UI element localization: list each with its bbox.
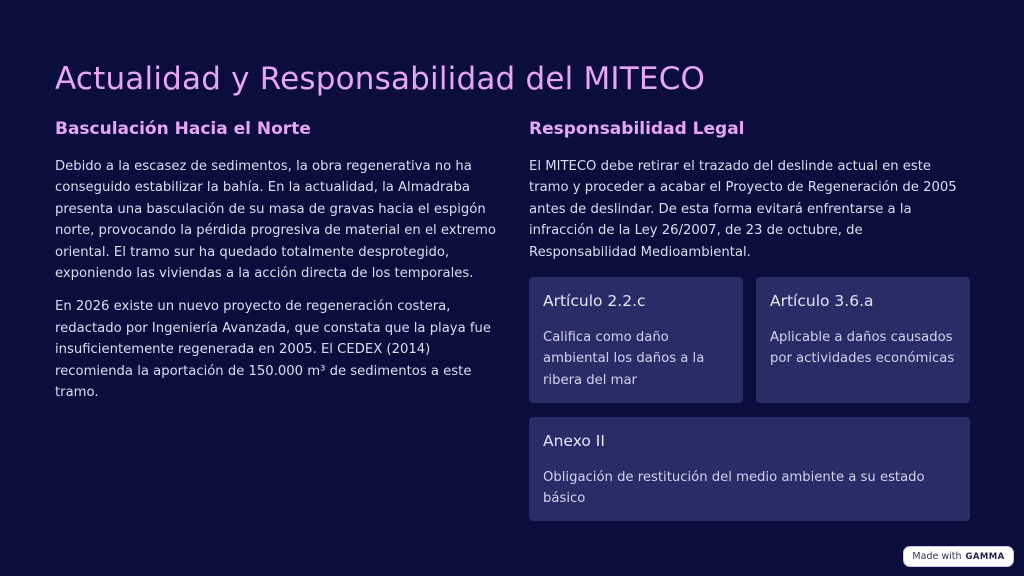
card-title: Artículo 3.6.a [770,292,874,310]
gamma-logo: GAMMA [965,551,1005,562]
card-articulo-3-6-a [756,277,970,403]
page-title: Actualidad y Responsabilidad del MITECO [55,60,706,97]
left-heading: Basculación Hacia el Norte [55,119,311,139]
card-articulo-2-2-c [529,277,743,403]
right-column [529,118,971,275]
card-anexo-ii [529,417,970,521]
card-text: Califica como daño ambiental los daños a la ribera del mar [543,330,705,388]
made-with-gamma-badge[interactable] [903,546,1014,567]
card-title: Artículo 2.2.c [543,292,646,310]
card-title: Anexo II [543,432,605,450]
badge-label: Made with [912,551,962,562]
left-column [55,118,500,415]
left-paragraph-2: En 2026 existe un nuevo proyecto de regeneración costera, redactado por Ingeniería Avanzada, que constata que la playa fue insuficientemente regenerada en 2005. El CEDEX (2014) recomienda la aportación de 150.000 m³ de sedimentos a este tramo. [55,299,491,401]
left-paragraph-1: Debido a la escasez de sedimentos, la obra regenerativa no ha conseguido estabilizar la bahía. En la actualidad, la Almadraba presenta una basculación de su masa de gravas hacia el espigón norte, provocando la pérdida progresiva de material en el extremo oriental. El tramo sur ha quedado totalmente desprotegido, exponiendo las viviendas a la acción directa de los temporales. [55,159,496,282]
right-paragraph: El MITECO debe retirar el trazado del deslinde actual en este tramo y proceder a acabar el Proyecto de Regeneración de 2005 antes de deslindar. De esta forma evitará enfrentarse a la infracción de la Ley 26/2007, de 23 de octubre, de Responsabilidad Medioambiental. [529,159,957,260]
card-text: Obligación de restitución del medio ambiente a su estado básico [543,470,925,507]
card-text: Aplicable a daños causados por actividades económicas [770,330,955,367]
right-heading: Responsabilidad Legal [529,119,745,139]
